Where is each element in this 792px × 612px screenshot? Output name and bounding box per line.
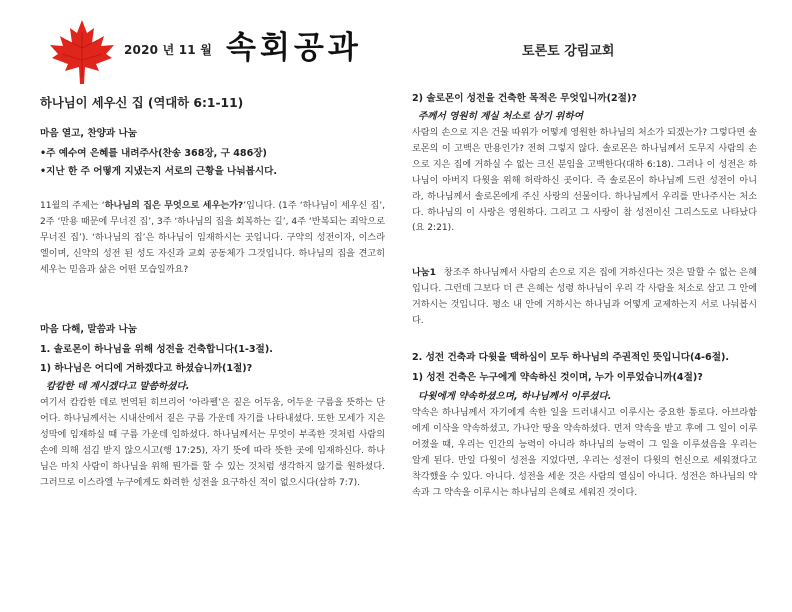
intro-post: ’입니다. (1주 ‘하나님이 세우신 집’, 2주 ‘만용 때문에 무너진 집’, 3주 ‘하나님의 집을 회복하는 길’, 4주 ‘반복되는 죄악으로 무너진 집’). ‘하나님의 집’은 하나님이 임재하시는 곳입니다. 구약의 성전이자, 이스라엘이며, 신약의 성전 된 성도 자신과 교회 공동체가 그것입니다. 하나님의 집을 견고히 세우는 믿음과 삶은 어떤 모습일까요? bbox=[40, 201, 386, 275]
issue-date: 2020 년 11 월 bbox=[124, 43, 213, 57]
paragraph-1: 여기서 캄캄한 데로 번역된 히브리어 ‘아라펠’은 짙은 어두움, 어두운 구름을 뜻하는 단어다. 하나님께서는 시내산에서 짙은 구름 가운데 자기를 나타내셨다. 또한 모세가 지은 성막에 임재하실 때 구름 가운데 임하셨다. 하나님께서는 무엇이 부족한 것처럼 사람의 손에 의해 섬김 받지 않으시고(행 17:25), 자기 뜻에 따라 뜻한 곳에 임재하신다. 하나님은 마치 사람이 하나님을 위해 뭔가를 할 수 있는 것처럼 생각하지 않기를 원하셨다. 그러므로 이스라엘 누구에게도 화려한 성전을 요구하신 적이 없으시다(삼하 7:7). bbox=[40, 398, 385, 488]
maple-leaf-icon bbox=[46, 18, 118, 86]
point-1: 1. 솔로몬이 하나님을 위해 성전을 건축합니다(1-3절). bbox=[40, 344, 273, 355]
open-heading: 마음 열고, 찬양과 나눔 bbox=[40, 128, 138, 139]
word-heading: 마음 다해, 말씀과 나눔 bbox=[40, 324, 138, 335]
point-2: 2. 성전 건축과 다윗을 택하심이 모두 하나님의 주권적인 뜻입니다(4-6절). bbox=[412, 352, 730, 363]
paragraph-2: 사람의 손으로 지은 건물 따위가 어떻게 영원한 하나님의 처소가 되겠는가? 그렇다면 솔로몬의 이 고백은 만용인가? 전혀 그렇지 않다. 솔로몬은 하나님께서 도무지 사람의 손으로 지은 집에 거하실 수 없는 크신 분임을 고백한다(대하 6:18). 그러나 이 성전은 하나님이 아버지 다윗을 위해 허락하신 곳이다. 즉 솔로몬이 하나님께 드린 성전이 아니라, 하나님께서 솔로몬에게 주신 사랑의 선물이다. 하나님께서 우리를 만나주시는 처소다. 하나님의 이 사랑은 영원하다. 그리고 그 사랑이 참 성전이신 그리스도로 나타났다(요 2:21). bbox=[412, 128, 757, 234]
share-1-text: 창조주 하나님께서 사람의 손으로 지은 집에 거하신다는 것은 말할 수 없는 은혜입니다. 그런데 그보다 더 큰 은혜는 성령 하나님이 우리 각 사람을 처소로 삼고 그 안에 거하시는 것입니다. 평소 내 안에 거하시는 하나님과 어떻게 교제하는지 서로 나눠봅시다. bbox=[412, 268, 757, 326]
intro-paragraph bbox=[40, 199, 385, 279]
share-1-label: 나눔1 bbox=[412, 268, 436, 278]
question-3: 1) 성전 건축은 누구에게 약속하신 것이며, 누가 이루었습니까(4절)? bbox=[412, 372, 703, 383]
question-1: 1) 하나님은 어디에 거하겠다고 하셨습니까(1절)? bbox=[40, 363, 253, 374]
intro-bold: 하나님의 집은 무엇으로 세우는가? bbox=[104, 201, 244, 211]
church-name: 토론토 강림교회 bbox=[522, 44, 615, 59]
share-line: •지난 한 주 어떻게 지냈는지 서로의 근황을 나눠봅시다. bbox=[40, 166, 278, 177]
question-2: 2) 솔로몬이 성전을 건축한 목적은 무엇입니까(2절)? bbox=[412, 93, 637, 104]
page-header bbox=[0, 0, 792, 85]
answer-1: 캄캄한 데 계시겠다고 말씀하셨다. bbox=[46, 381, 190, 392]
share-1 bbox=[412, 266, 757, 330]
lesson-title: 하나님이 세우신 집 (역대하 6:1-11) bbox=[40, 96, 244, 110]
hymn-line: •주 예수여 은혜를 내려주사(찬송 368장, 구 486장) bbox=[40, 148, 267, 159]
intro-pre: 11월의 주제는 ‘ bbox=[40, 201, 105, 211]
brand-title: 속회공과 bbox=[226, 30, 362, 66]
paragraph-3: 약속은 하나님께서 자기에게 속한 일을 드러내시고 이루시는 중요한 통로다. 아브라함에게 이삭을 약속하셨고, 가나안 땅을 약속하셨다. 먼저 약속을 받고 후에 그 일이 이루어졌을 때, 우리는 인간의 능력이 아니라 하나님의 능력이 그 일을 이루셨음을 우리는 알게 된다. 만일 다윗이 성전을 지었다면, 우리는 성전이 다윗의 헌신으로 세워졌다고 착각했을 수 있다. 아니다. 성전을 세운 것은 사람의 열심이 아니다. 성전은 하나님의 약속과 그 약속을 이루시는 하나님의 은혜로 세워진 것이다. bbox=[412, 408, 757, 498]
answer-3: 다윗에게 약속하셨으며, 하나님께서 이루셨다. bbox=[418, 391, 612, 402]
answer-2: 주께서 영원히 계실 처소로 삼기 위하여 bbox=[418, 111, 583, 122]
